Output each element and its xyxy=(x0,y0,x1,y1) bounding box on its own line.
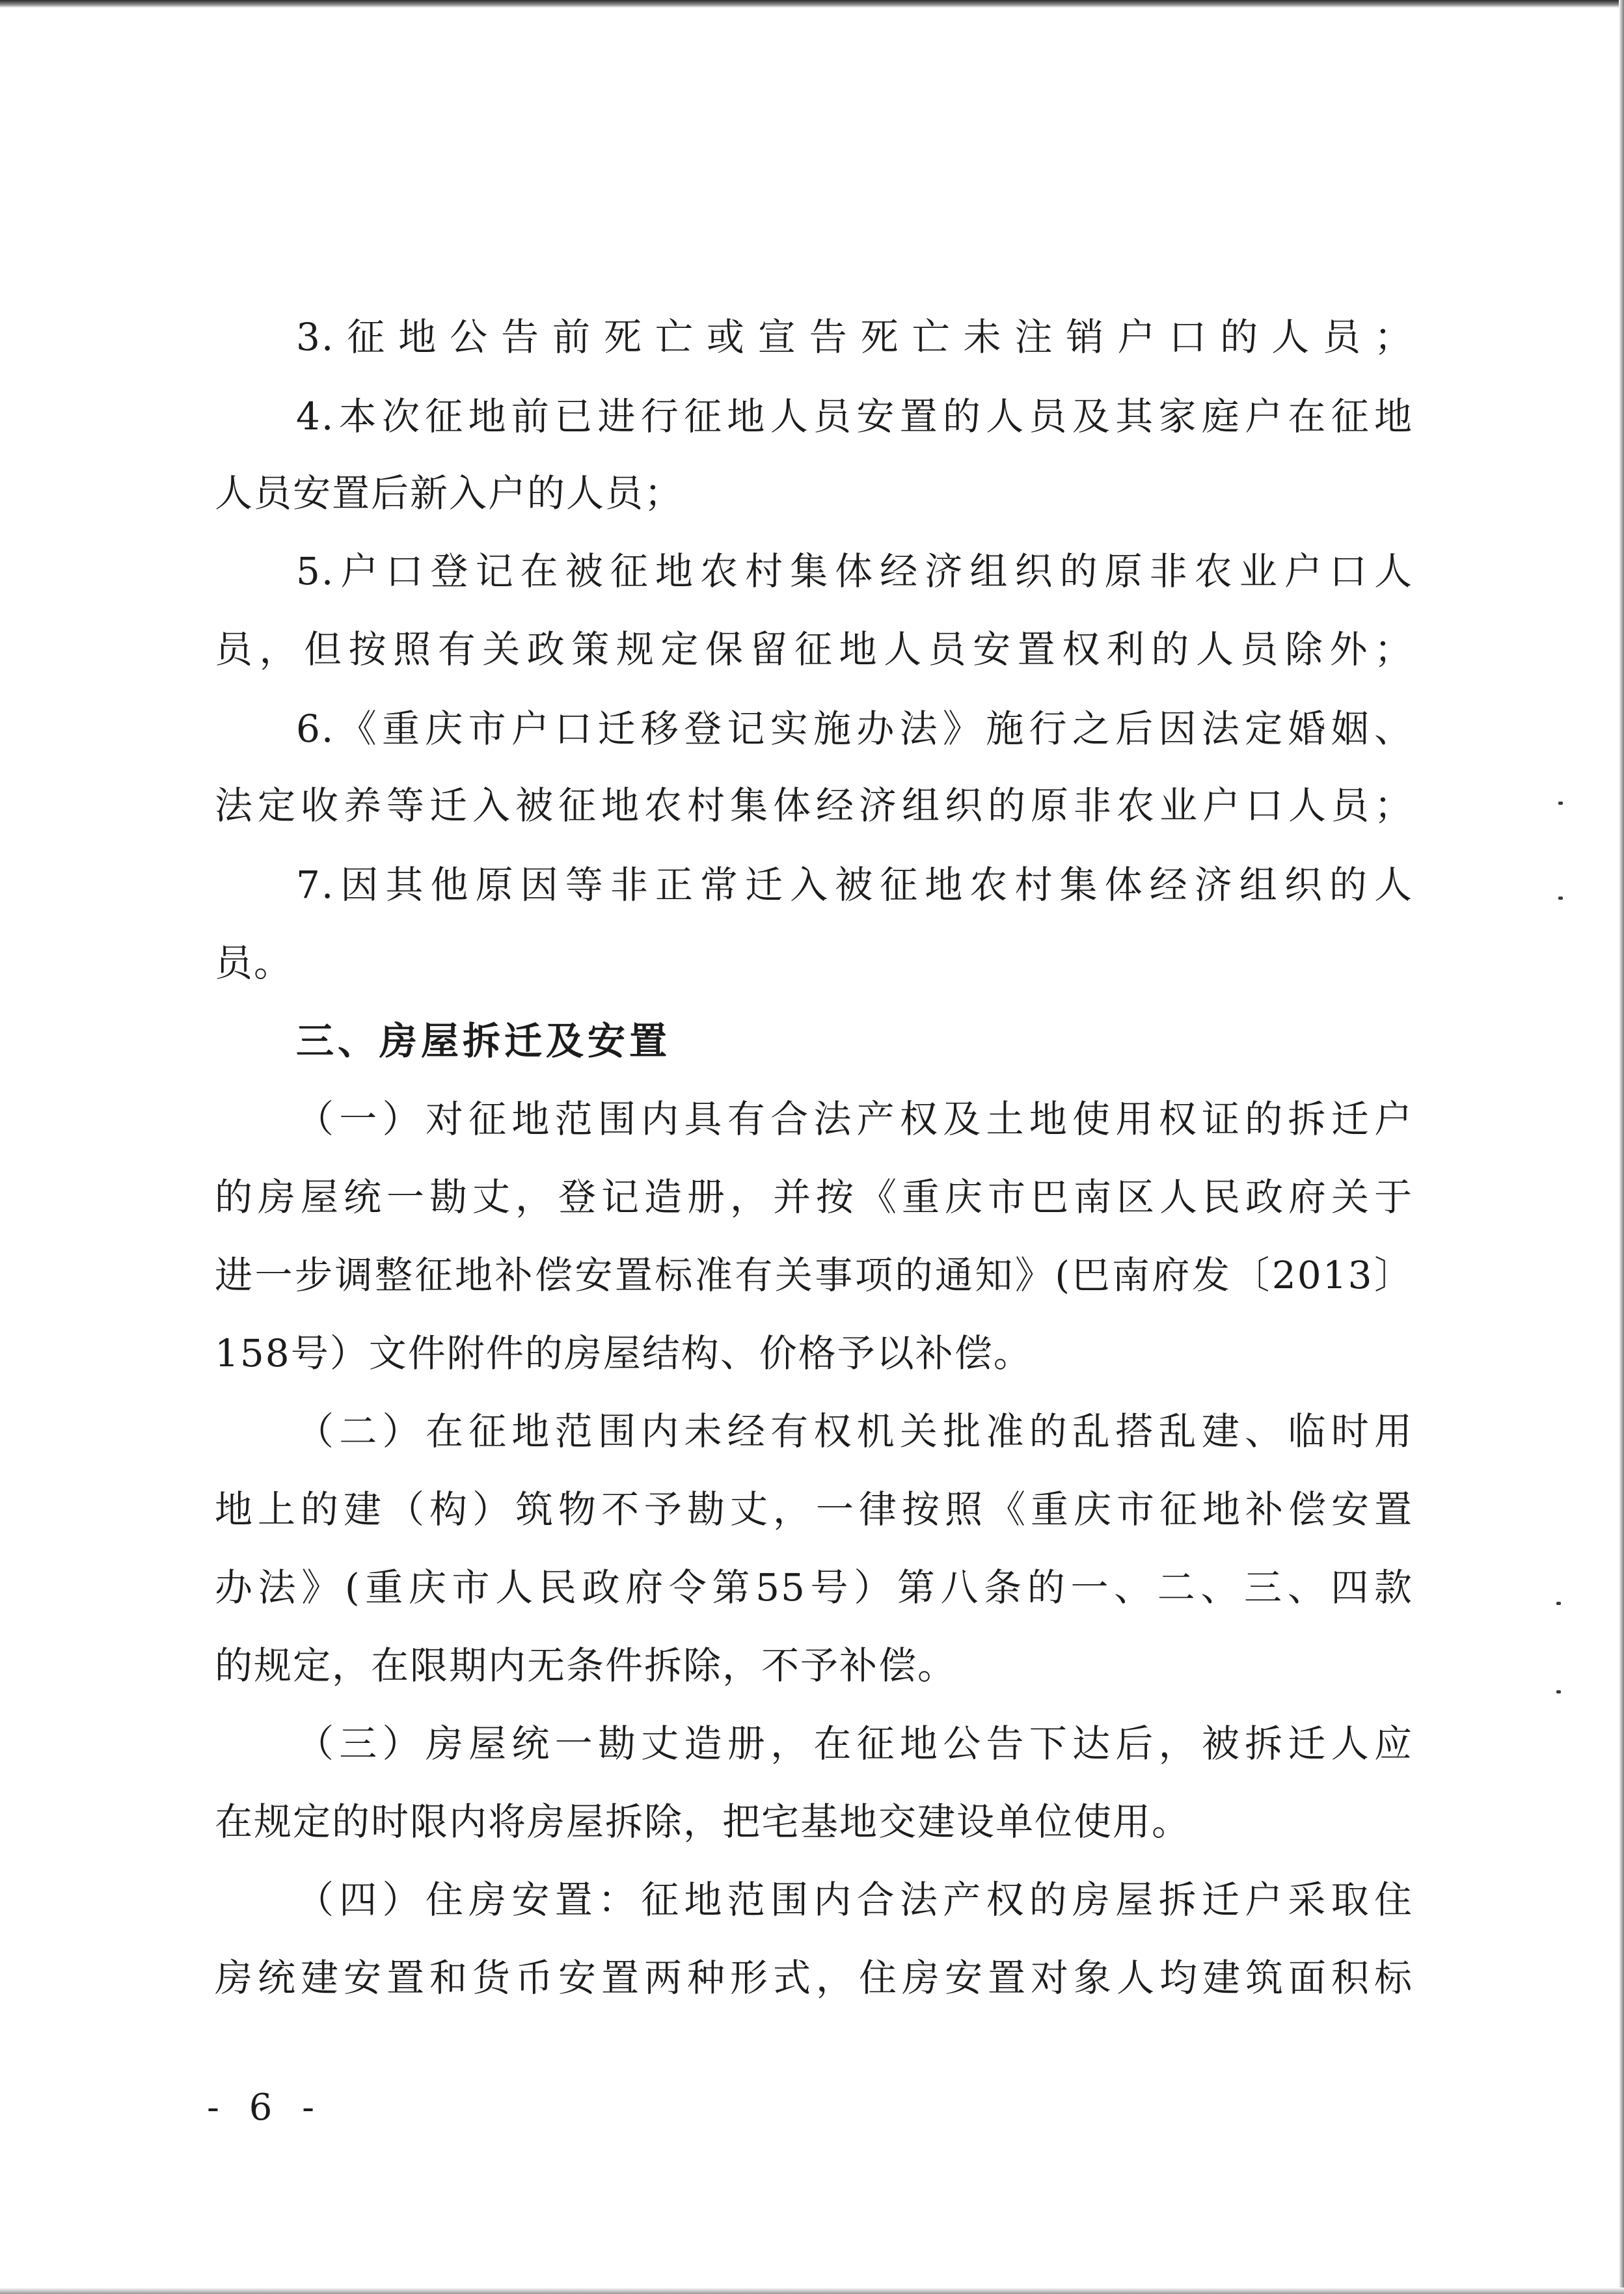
body-line: 员。 xyxy=(215,941,293,985)
scan-speck xyxy=(1556,1690,1561,1694)
scan-speck xyxy=(1558,897,1563,900)
body-line: 4.本次征地前已进行征地人员安置的人员及其家庭户在征地 xyxy=(296,394,1413,439)
body-line: （四）住房安置：征地范围内合法产权的房屋拆迁户采取住 xyxy=(296,1878,1413,1922)
body-line: （二）在征地范围内未经有权机关批准的乱搭乱建、临时用 xyxy=(296,1409,1413,1453)
body-line: 7.因其他原因等非正常迁入被征地农村集体经济组织的人 xyxy=(296,863,1413,907)
body-line: （三）房屋统一勘丈造册，在征地公告下达后，被拆迁人应 xyxy=(296,1721,1413,1766)
body-line: 房统建安置和货币安置两种形式，住房安置对象人均建筑面积标 xyxy=(215,1956,1413,2000)
body-line: 法定收养等迁入被征地农村集体经济组织的原非农业户口人员； xyxy=(215,783,1413,828)
body-line: 158号）文件附件的房屋结构、价格予以补偿。 xyxy=(215,1331,1033,1375)
section-heading: 三、房屋拆迁及安置 xyxy=(296,1019,671,1063)
scan-speck xyxy=(1558,802,1563,805)
body-line: 办法》(重庆市人民政府令第55号）第八条的一、二、三、四款 xyxy=(215,1565,1413,1610)
body-line: 5.户口登记在被征地农村集体经济组织的原非农业户口人 xyxy=(296,549,1413,593)
body-line: 进一步调整征地补偿安置标准有关事项的通知》(巴南府发〔2013〕 xyxy=(215,1253,1413,1297)
body-line: 在规定的时限内将房屋拆除，把宅基地交建设单位使用。 xyxy=(215,1800,1191,1844)
body-line: 的规定，在限期内无条件拆除，不予补偿。 xyxy=(215,1643,957,1688)
body-line: 3.征地公告前死亡或宣告死亡未注销户口的人员； xyxy=(296,315,1413,359)
body-line: （一）对征地范围内具有合法产权及土地使用权证的拆迁户 xyxy=(296,1097,1413,1141)
page-number: - 6 - xyxy=(207,2086,324,2129)
body-line: 员，但按照有关政策规定保留征地人员安置权利的人员除外； xyxy=(215,627,1413,671)
body-line: 的房屋统一勘丈，登记造册，并按《重庆市巴南区人民政府关于 xyxy=(215,1175,1413,1219)
body-line: 6.《重庆市户口迁移登记实施办法》施行之后因法定婚姻、 xyxy=(296,707,1413,751)
body-line: 地上的建（构）筑物不予勘丈，一律按照《重庆市征地补偿安置 xyxy=(215,1487,1413,1532)
body-line: 人员安置后新入户的人员； xyxy=(215,471,684,515)
scan-speck xyxy=(1556,1602,1561,1605)
